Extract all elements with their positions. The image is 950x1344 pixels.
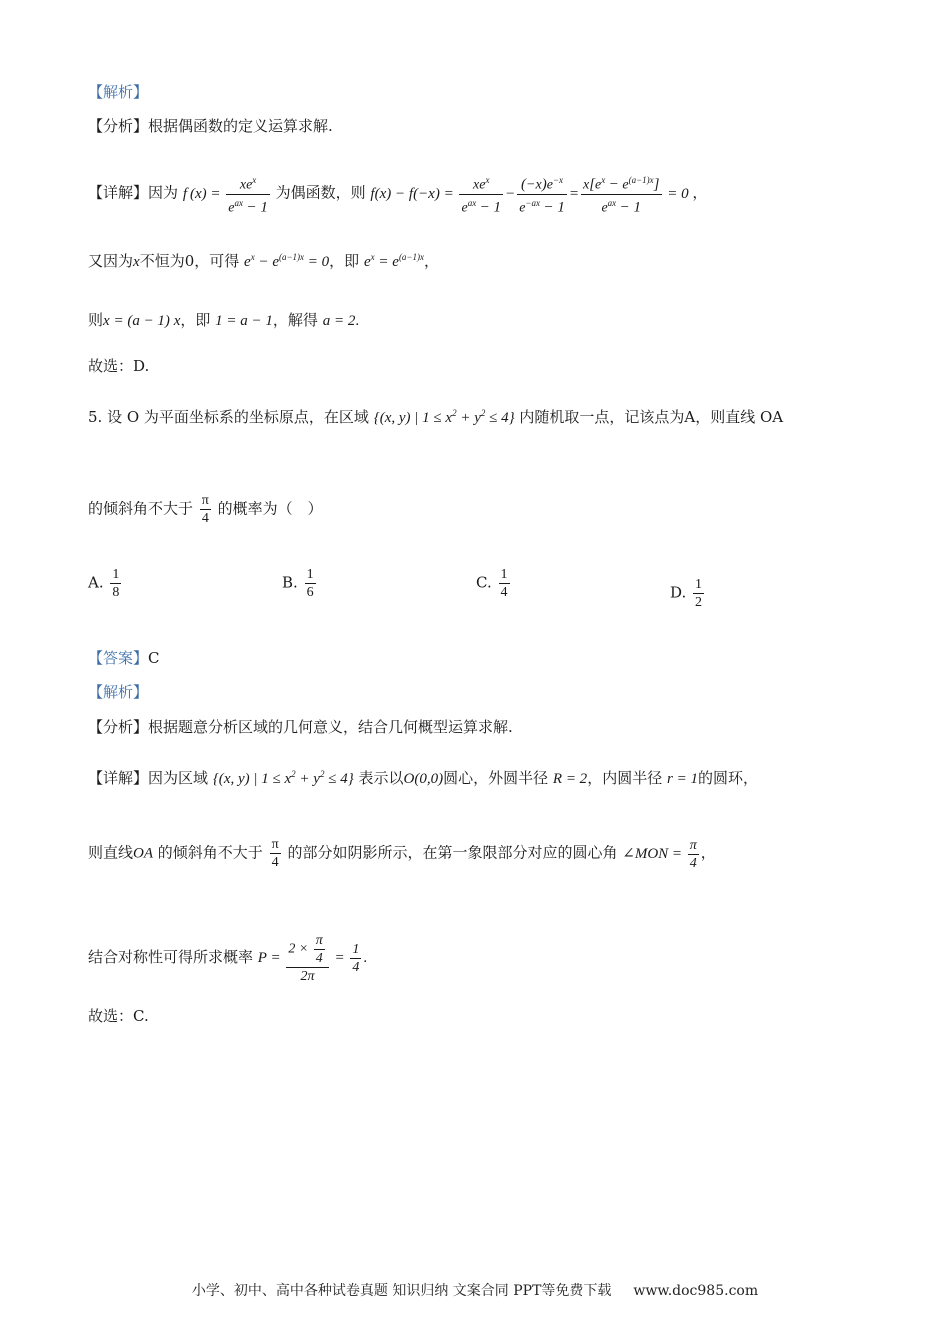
math-eq-2: $e^x = e^{(a-1)x}$: [363, 252, 424, 270]
math-region: {(x, y) | $1 \le x^2 + y^2 \le 4$}: [373, 408, 515, 426]
jiexi-tag-1: 【解析】: [88, 83, 149, 101]
jiexi-tag-2: 【解析】: [88, 683, 149, 701]
answer-line-2: 故选：C.: [88, 1007, 149, 1025]
fenxi-text: 根据偶函数的定义运算求解.: [148, 117, 333, 135]
math-fx-def: f (x) = $\frac{xe^x}{e^{ax} - 1}$: [182, 175, 268, 216]
q5-stem-line-2: 的倾斜角不大于 $\frac{\pi}{4}$ 的概率为（ ）: [88, 493, 323, 526]
xiangjie-line-1: 【详解】因为 f (x) = $\frac{xe^x}{e^{ax} - 1}$ 为偶函数，则 f(x) − f(−x) = $\frac{xe^x}{e^{ax} - 1}$ − $\frac{(-x)e^{-x}}{e^{-ax} - 1}$ = $\frac{x[e^x - e^{(a-1)x}]}{e^{ax} - 1}$ = 0 ，: [88, 175, 708, 216]
math-pi-over-4: $\frac{\pi}{4}$: [201, 493, 209, 526]
footer-text: 小学、初中、高中各种试卷真题 知识归纳 文案合同 PPT等免费下载: [191, 1283, 612, 1299]
math-r: r = 1: [666, 771, 698, 787]
footer-url[interactable]: www.doc985.com: [633, 1283, 759, 1299]
math-OA: OA: [133, 845, 154, 862]
xiangjie-tag: 【详解】: [88, 183, 149, 202]
line-probability: 结合对称性可得所求概率 P = 2 × $\frac{\pi}{4}$ 2π = $\frac{1}{4}$ .: [88, 933, 368, 984]
answer-tag-line: [88, 648, 160, 668]
math-angle-mon: ∠MON = $\frac{\pi}{4}$: [622, 837, 697, 871]
math-eq-1: $e^x - e^{(a-1)x} = 0$: [244, 252, 330, 270]
math-probability: P = 2 × $\frac{\pi}{4}$ 2π = $\frac{1}{4}$: [257, 933, 360, 984]
q5-stem-line-1: 5. 设 O 为平面坐标系的坐标原点，在区域 {(x, y) | $1 \le x^2 + y^2 \le 4$} 内随机取一点，记该点为A，则直线 OA: [88, 408, 784, 426]
option-d: D. $\frac{1}{2}$: [670, 577, 703, 610]
line-2: 又因为x不恒为0，可得 $e^x - e^{(a-1)x} = 0$，即 $e^x = e^{(a-1)x}$，: [88, 252, 440, 270]
option-b: B. $\frac{1}{6}$: [282, 567, 314, 600]
math-eq-4: 1 = a − 1: [215, 313, 273, 329]
xiangjie-line-2: 【详解】因为区域 {(x, y) | $1 \le x^2 + y^2 \le 4$} 表示以O(0,0)圆心，外圆半径 R = 2，内圆半径 r = 1的圆环，: [88, 769, 758, 787]
math-R: R = 2: [552, 771, 588, 787]
page-footer: [0, 1280, 950, 1300]
fenxi-tag: 【分析】: [88, 117, 149, 135]
line-3: 则x = (a − 1) x，即 1 = a − 1，解得 a = 2.: [88, 311, 360, 329]
line-oa: 则直线OA 的倾斜角不大于 $\frac{\pi}{4}$ 的部分如阴影所示，在第一象限部分对应的圆心角 ∠MON = $\frac{\pi}{4}$ ，: [88, 837, 716, 871]
fenxi-line-1: [88, 116, 333, 136]
option-a: A. $\frac{1}{8}$: [88, 567, 120, 600]
answer-value: C: [148, 649, 160, 667]
option-c: C. $\frac{1}{4}$: [476, 567, 508, 600]
math-origin: O(0,0): [403, 771, 444, 787]
answer-line-1: 故选：D.: [88, 357, 150, 375]
math-eq-5: a = 2: [322, 313, 356, 329]
answer-tag: 【答案】: [88, 649, 149, 667]
fenxi-line-2: 【分析】根据题意分析区域的几何意义，结合几何概型运算求解.: [88, 718, 513, 736]
math-fx-diff: f(x) − f(−x) = $\frac{xe^x}{e^{ax} - 1}$ − $\frac{(-x)e^{-x}}{e^{-ax} - 1}$ = $\frac{x[e^x - e^{(a-1)x}]}{e^{ax} - 1}$ = 0: [370, 175, 689, 216]
math-eq-3: x = (a − 1) x: [103, 313, 181, 329]
